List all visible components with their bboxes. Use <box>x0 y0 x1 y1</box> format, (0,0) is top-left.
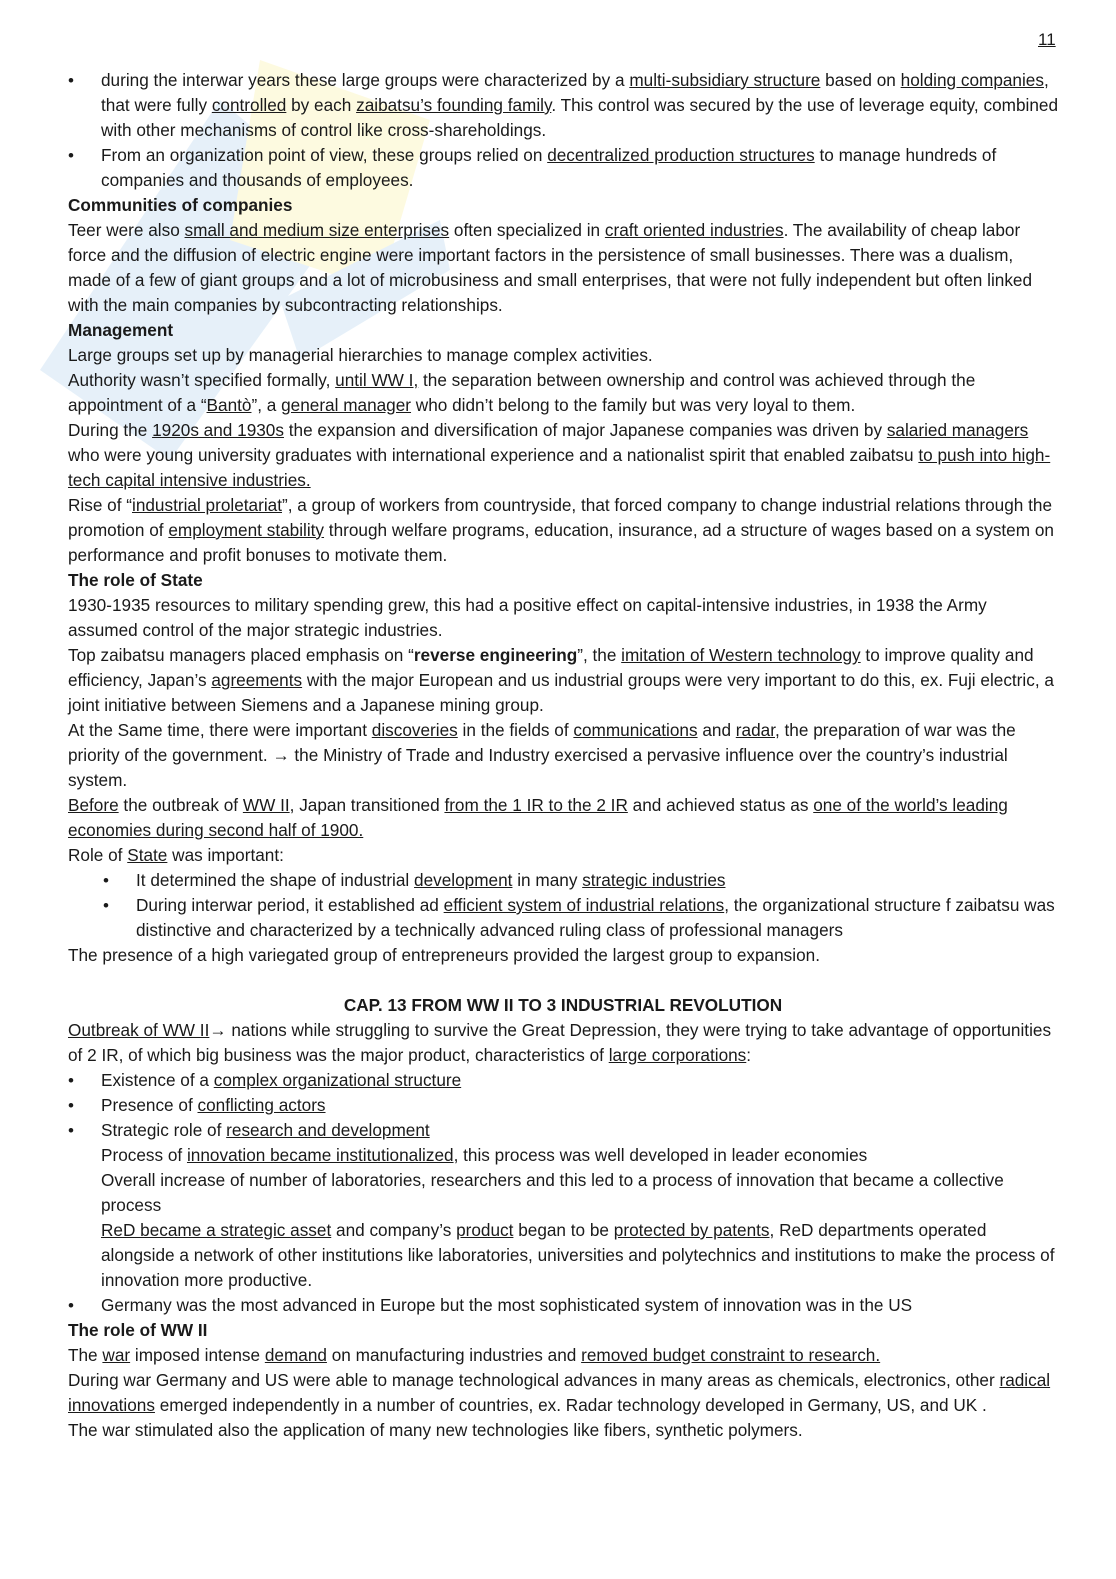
paragraph: During war Germany and US were able to manage technological advances in many areas as chemicals, electronics, other radical innovations emerged independently in a number of countries, ex. Radar technology developed in Germany, US, and UK . <box>68 1370 1051 1415</box>
underlined-text: removed budget constraint to research. <box>581 1345 881 1365</box>
list-item: • during the interwar years these large groups were characterized by a multi-subsidiary structure based on holding companies, that were fully controlled by each zaibatsu’s founding family. This control was secured by the use of leverage equity, combined with other mechanisms of control like cross-shareholdings. <box>68 68 1058 143</box>
underlined-text: WW II <box>242 795 290 815</box>
underlined-text: efficient system of industrial relations <box>443 895 725 915</box>
underlined-text: industrial proletariat <box>132 495 282 515</box>
underlined-text: conflicting actors <box>197 1095 326 1115</box>
section-heading-role-of-state: The role of State <box>68 570 203 590</box>
underlined-text: demand <box>264 1345 327 1365</box>
underlined-text: general manager <box>281 395 412 415</box>
underlined-text: war <box>102 1345 131 1365</box>
corporation-characteristics-list <box>68 1068 1058 1143</box>
underlined-text: radar <box>735 720 775 740</box>
underlined-text: product <box>456 1220 514 1240</box>
underlined-text: to push into high-tech capital intensive industries. <box>68 445 1051 490</box>
underlined-text: communications <box>573 720 698 740</box>
underlined-text: until WW I, <box>335 370 419 390</box>
underlined-text: employment stability <box>168 520 325 540</box>
list-item: • It determined the shape of industrial development in many strategic industries <box>103 868 1058 893</box>
underlined-text: large corporations <box>608 1045 747 1065</box>
underlined-text: Bantò <box>206 395 252 415</box>
underlined-text: radical innovations <box>68 1370 1051 1415</box>
paragraph: Rise of “industrial proletariat”, a group of workers from countryside, that forced company to change industrial relations through the promotion of employment stability through welfare programs, education, insurance, ad a structure of wages based on a system on performance and profit bonuses to motivate them. <box>68 495 1054 565</box>
paragraph: At the Same time, there were important discoveries in the fields of communications and radar, the preparation of war was the priority of the government. → the Ministry of Trade and Industry exercised a pervasive influence over the country’s industrial system. <box>68 720 1016 790</box>
list-item: • Existence of a complex organizational structure <box>68 1068 1058 1093</box>
paragraph: Authority wasn’t specified formally, until WW I, the separation between ownership and control was achieved through the appointment of a “Bantò”, a general manager who didn’t belong to the family but was very loyal to them. <box>68 370 976 415</box>
page-number: 11 <box>1038 30 1056 49</box>
underlined-text: decentralized production structures <box>547 145 815 165</box>
chapter-title: CAP. 13 FROM WW II TO 3 INDUSTRIAL REVOLUTION <box>343 995 783 1015</box>
paragraph: During the 1920s and 1930s the expansion and diversification of major Japanese companies was driven by salaried managers who were young university graduates with international experience and a nationalist spirit that enabled zaibatsu to push into high-tech capital intensive industries. <box>68 420 1051 490</box>
underlined-text: multi-subsidiary structure <box>629 70 821 90</box>
list-item: • Germany was the most advanced in Europe but the most sophisticated system of innovation was in the US <box>68 1293 1058 1318</box>
bold-text: reverse engineering <box>413 645 578 665</box>
underlined-text: controlled <box>211 95 287 115</box>
document-body <box>68 68 1058 1443</box>
underlined-text: from the 1 IR to the 2 IR <box>444 795 628 815</box>
intro-bullet-list <box>68 68 1058 193</box>
underlined-text: holding companies <box>900 70 1044 90</box>
underlined-text: innovation became institutionalized <box>186 1145 454 1165</box>
underlined-text: salaried managers <box>886 420 1029 440</box>
section-heading-communities: Communities of companies <box>68 195 293 215</box>
list-item: • During interwar period, it established ad efficient system of industrial relations, the organizational structure f zaibatsu was distinctive and characterized by a technically advanced ruling class of professional managers <box>103 893 1058 943</box>
underlined-text: development <box>414 870 513 890</box>
indented-paragraph: Overall increase of number of laboratories, researchers and this led to a process of innovation that became a collective process <box>101 1170 1004 1215</box>
indented-paragraph: Process of innovation became institutionalized, this process was well developed in leader economies <box>101 1145 868 1165</box>
underlined-text: Before <box>68 795 119 815</box>
paragraph: The war stimulated also the application of many new technologies like fibers, synthetic polymers. <box>68 1420 803 1440</box>
paragraph: Large groups set up by managerial hierarchies to manage complex activities. <box>68 345 653 365</box>
underlined-text: 1920s and 1930s <box>152 420 284 440</box>
underlined-text: research and development <box>226 1120 430 1140</box>
underlined-text: complex organizational structure <box>213 1070 462 1090</box>
underlined-text: one of the world’s leading economies during second half of 1900. <box>68 795 1008 840</box>
underlined-text: zaibatsu’s founding family <box>356 95 552 115</box>
underlined-text: imitation of Western technology <box>621 645 861 665</box>
section-heading-management: Management <box>68 320 174 340</box>
paragraph: Top zaibatsu managers placed emphasis on “reverse engineering”, the imitation of Western technology to improve quality and efficiency, Japan’s agreements with the major European and us industrial groups were very important to do this, ex. Fuji electric, a joint initiative between Siemens and a Japanese mining group. <box>68 645 1054 715</box>
underlined-text: State <box>127 845 168 865</box>
state-role-bullet-list <box>103 868 1058 943</box>
list-item: • Strategic role of research and development <box>68 1118 1058 1143</box>
paragraph: Role of State was important: <box>68 845 284 865</box>
underlined-text: strategic industries <box>582 870 726 890</box>
underlined-text: craft oriented industries <box>604 220 784 240</box>
underlined-text: agreements <box>211 670 303 690</box>
underlined-text: ReD became a strategic asset <box>101 1220 332 1240</box>
list-item: • Presence of conflicting actors <box>68 1093 1058 1118</box>
indented-paragraph: ReD became a strategic asset and company’s product began to be protected by patents, ReD departments operated alongside a network of other institutions like laboratories, universities and polytechnics and institutions to make the process of innovation more productive. <box>101 1220 1055 1290</box>
underlined-text: discoveries <box>371 720 458 740</box>
underlined-text: protected by patents <box>613 1220 770 1240</box>
paragraph: 1930-1935 resources to military spending grew, this had a positive effect on capital-intensive industries, in 1938 the Army assumed control of the major strategic industries. <box>68 595 987 640</box>
paragraph: Teer were also small and medium size enterprises often specialized in craft oriented industries. The availability of cheap labor force and the diffusion of electric engine were important factors in the persistence of small businesses. There was a dualism, made of a few of giant groups and a lot of microbusiness and small enterprises, that were not fully independent but often linked with the main companies by subcontracting relationships. <box>68 220 1033 315</box>
innovation-bullet-list <box>68 1293 1058 1318</box>
underlined-text: Outbreak of WW II <box>68 1020 210 1040</box>
paragraph: Before the outbreak of WW II, Japan transitioned from the 1 IR to the 2 IR and achieved status as one of the world’s leading economies during second half of 1900. <box>68 795 1008 840</box>
paragraph: The war imposed intense demand on manufacturing industries and removed budget constraint to research. <box>68 1345 881 1365</box>
section-heading-role-of-ww2: The role of WW II <box>68 1320 208 1340</box>
paragraph: Outbreak of WW II→ nations while struggling to survive the Great Depression, they were trying to take advantage of opportunities of 2 IR, of which big business was the major product, characteristics of large corporations: <box>68 1020 1052 1065</box>
paragraph: The presence of a high variegated group of entrepreneurs provided the largest group to expansion. <box>68 945 820 965</box>
list-item: • From an organization point of view, these groups relied on decentralized production structures to manage hundreds of companies and thousands of employees. <box>68 143 1058 193</box>
underlined-text: small and medium size enterprises <box>184 220 450 240</box>
